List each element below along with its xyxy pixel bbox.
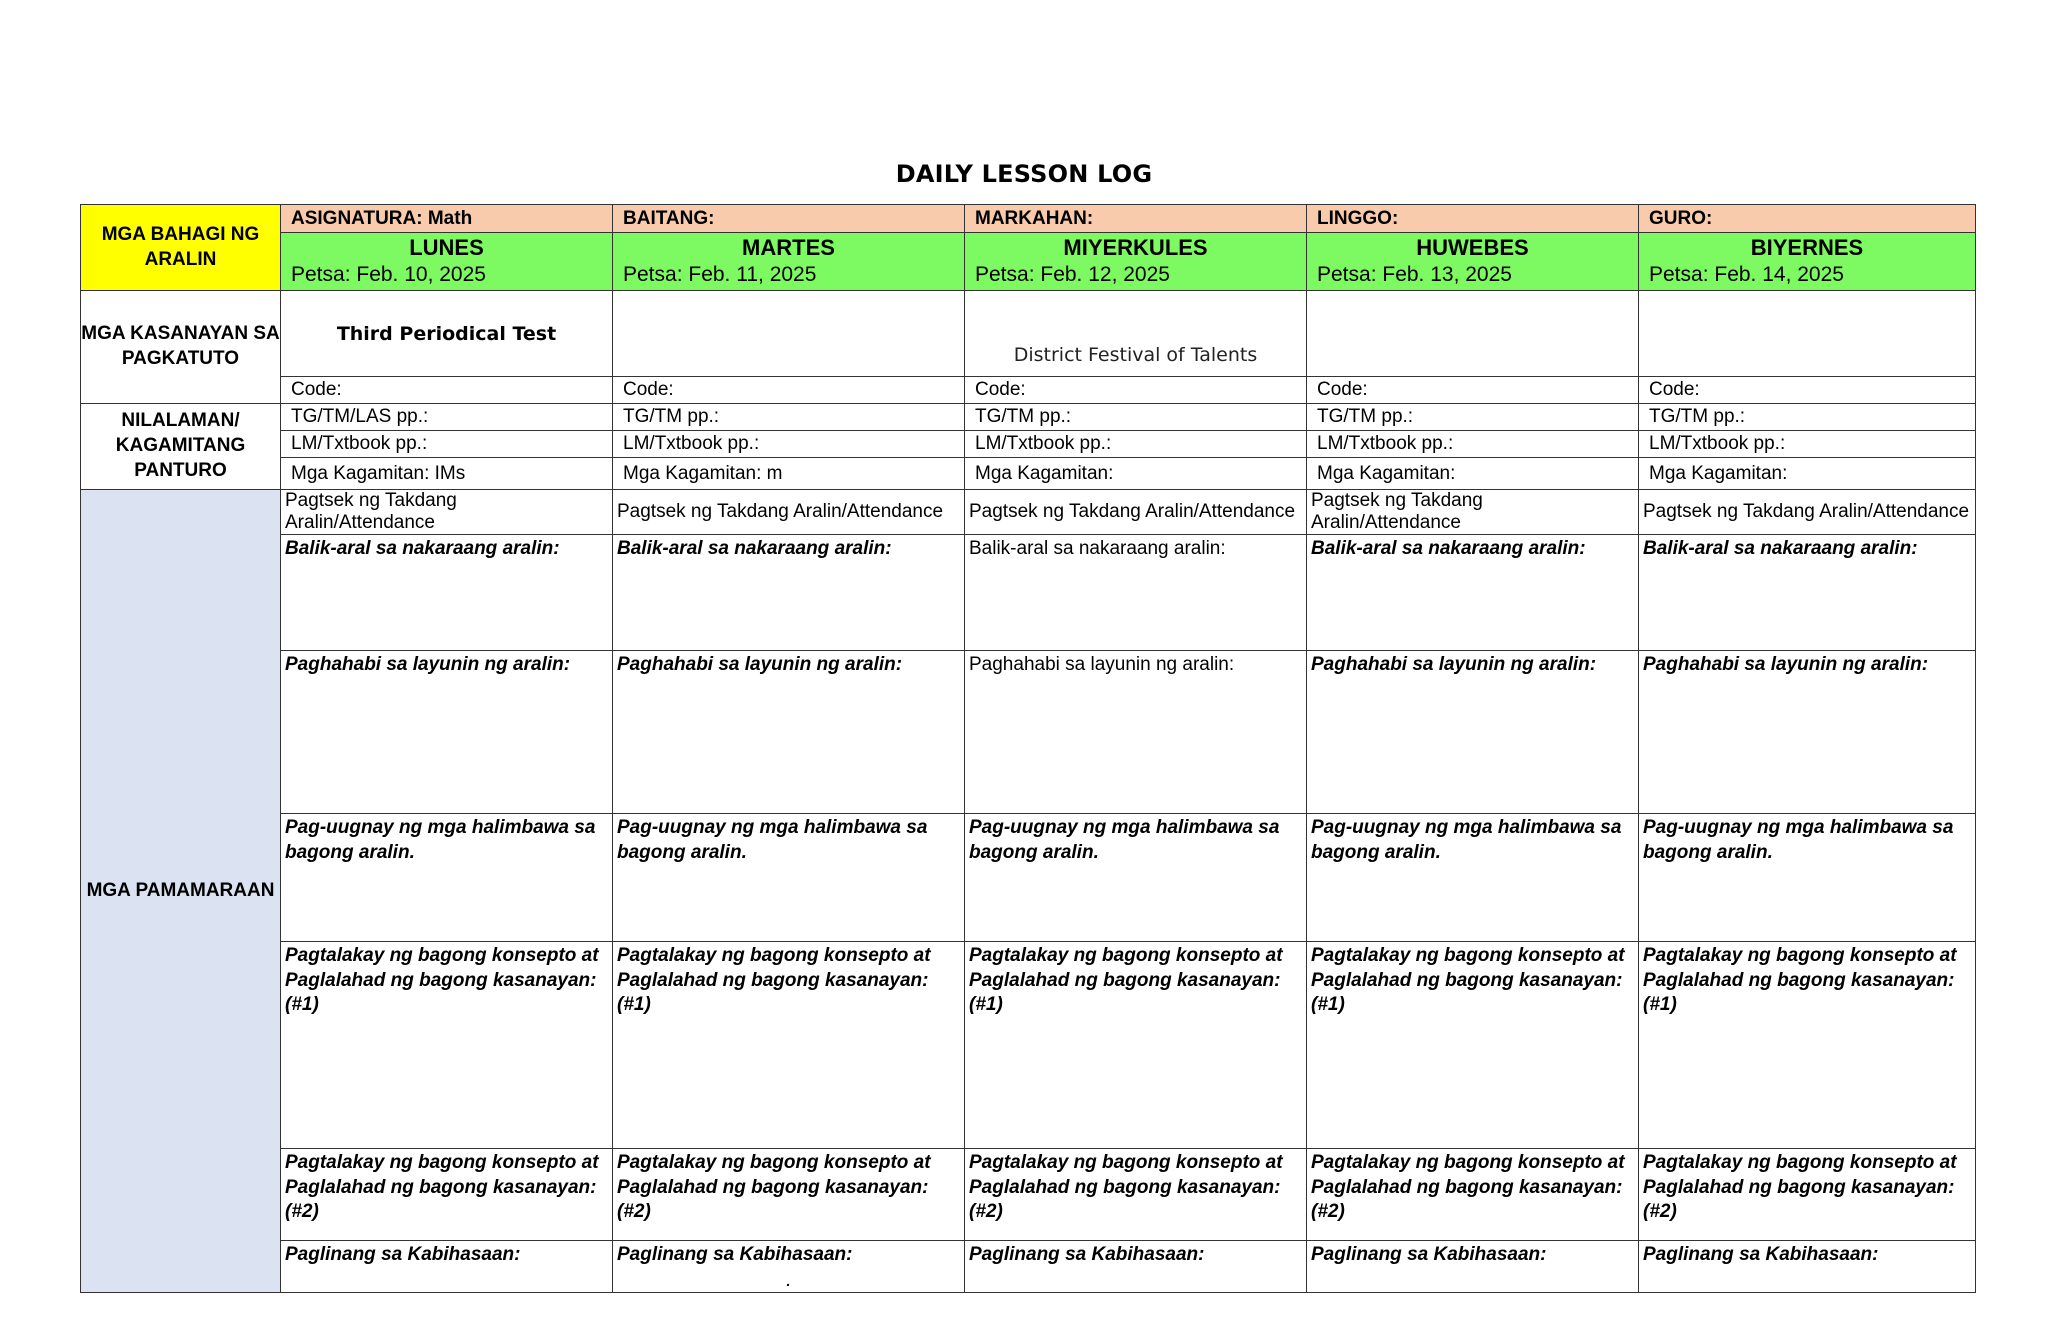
day-name: LUNES: [409, 235, 484, 260]
grade-cell: BAITANG:: [613, 205, 965, 233]
pagtalakay-2-cell: Pagtalakay ng bagong konsepto at Paglalahad ng bagong kasanayan: (#2): [281, 1149, 613, 1241]
day-header-biyernes: [1639, 233, 1976, 291]
quarter-cell: MARKAHAN:: [965, 205, 1307, 233]
kagamitan-cell: Mga Kagamitan:: [965, 458, 1307, 490]
kagamitan-cell: Mga Kagamitan: m: [613, 458, 965, 490]
document-title: DAILY LESSON LOG: [895, 160, 1153, 188]
day-date: Petsa: Feb. 10, 2025: [291, 263, 486, 286]
pagtsek-cell: Pagtsek ng Takdang Aralin/Attendance: [965, 490, 1307, 535]
objective-martes: [613, 291, 965, 377]
day-header-lunes: [281, 233, 613, 291]
lesson-log-table: [80, 204, 1976, 1293]
section-label-cell: [81, 205, 281, 291]
pagtalakay-1-cell: Pagtalakay ng bagong konsepto at Paglalahad ng bagong kasanayan: (#1): [1639, 942, 1976, 1149]
subject-cell: ASIGNATURA: Math: [281, 205, 613, 233]
objective-lunes: Third Periodical Test: [281, 291, 613, 377]
pagtalakay-1-cell: Pagtalakay ng bagong konsepto at Paglalahad ng bagong kasanayan: (#1): [281, 942, 613, 1149]
day-date: Petsa: Feb. 12, 2025: [975, 263, 1170, 286]
day-header-huwebes: [1307, 233, 1639, 291]
paguugnay-cell: Pag-uugnay ng mga halimbawa sa bagong aralin.: [613, 814, 965, 942]
pagtsek-cell: Pagtsek ng Takdang Aralin/Attendance: [1307, 490, 1639, 535]
day-name: MIYERKULES: [1063, 235, 1208, 260]
pamamaraan-label: MGA PAMAMARAAN: [81, 490, 281, 1293]
pagtalakay-2-cell: Pagtalakay ng bagong konsepto at Paglalahad ng bagong kasanayan: (#2): [613, 1149, 965, 1241]
balik-aral-cell: Balik-aral sa nakaraang aralin:: [281, 535, 613, 651]
kagamitan-cell: Mga Kagamitan:: [1307, 458, 1639, 490]
objective-biyernes: [1639, 291, 1976, 377]
day-header-miyerkules: [965, 233, 1307, 291]
code-cell: Code:: [1307, 377, 1639, 404]
tg-cell: TG/TM pp.:: [1639, 404, 1976, 431]
pagtsek-cell: Pagtsek ng Takdang Aralin/Attendance: [281, 490, 613, 535]
section-label: MGA BAHAGI NG ARALIN: [101, 223, 260, 270]
paghahabi-cell: Paghahabi sa layunin ng aralin:: [613, 651, 965, 814]
day-name: MARTES: [742, 235, 835, 260]
objective-huwebes: [1307, 291, 1639, 377]
paglinang-cell: Paglinang sa Kabihasaan:: [1639, 1241, 1976, 1293]
tg-cell: TG/TM pp.:: [965, 404, 1307, 431]
paglinang-cell: Paglinang sa Kabihasaan:: [1307, 1241, 1639, 1293]
lm-cell: LM/Txtbook pp.:: [965, 431, 1307, 458]
day-date: Petsa: Feb. 11, 2025: [623, 263, 817, 286]
lm-cell: LM/Txtbook pp.:: [1639, 431, 1976, 458]
tg-cell: TG/TM pp.:: [1307, 404, 1639, 431]
dot-mark: .: [786, 1272, 791, 1289]
nilalaman-label: NILALAMAN/ KAGAMITANG PANTURO: [81, 404, 281, 490]
code-cell: Code:: [281, 377, 613, 404]
pagtsek-cell: Pagtsek ng Takdang Aralin/Attendance: [613, 490, 965, 535]
paghahabi-cell: Paghahabi sa layunin ng aralin:: [965, 651, 1307, 814]
paguugnay-cell: Pag-uugnay ng mga halimbawa sa bagong aralin.: [965, 814, 1307, 942]
paguugnay-cell: Pag-uugnay ng mga halimbawa sa bagong aralin.: [1639, 814, 1976, 942]
pagtalakay-2-cell: Pagtalakay ng bagong konsepto at Paglalahad ng bagong kasanayan: (#2): [1307, 1149, 1639, 1241]
lm-cell: LM/Txtbook pp.:: [281, 431, 613, 458]
code-cell: Code:: [1639, 377, 1976, 404]
pagtalakay-1-cell: Pagtalakay ng bagong konsepto at Paglalahad ng bagong kasanayan: (#1): [965, 942, 1307, 1149]
balik-aral-cell: Balik-aral sa nakaraang aralin:: [965, 535, 1307, 651]
paglinang-text: Paglinang sa Kabihasaan:: [617, 1244, 853, 1265]
kagamitan-cell: Mga Kagamitan:: [1639, 458, 1976, 490]
day-header-martes: [613, 233, 965, 291]
teacher-cell: GURO:: [1639, 205, 1976, 233]
paguugnay-cell: Pag-uugnay ng mga halimbawa sa bagong aralin.: [1307, 814, 1639, 942]
tg-cell: TG/TM pp.:: [613, 404, 965, 431]
code-cell: Code:: [613, 377, 965, 404]
paghahabi-cell: Paghahabi sa layunin ng aralin:: [281, 651, 613, 814]
week-cell: LINGGO:: [1307, 205, 1639, 233]
balik-aral-cell: Balik-aral sa nakaraang aralin:: [1639, 535, 1976, 651]
balik-aral-cell: Balik-aral sa nakaraang aralin:: [613, 535, 965, 651]
day-name: BIYERNES: [1750, 235, 1864, 260]
tg-cell: TG/TM/LAS pp.:: [281, 404, 613, 431]
paglinang-cell-martes: [613, 1241, 965, 1293]
paguugnay-cell: Pag-uugnay ng mga halimbawa sa bagong aralin.: [281, 814, 613, 942]
paglinang-cell: Paglinang sa Kabihasaan:: [281, 1241, 613, 1293]
paghahabi-cell: Paghahabi sa layunin ng aralin:: [1639, 651, 1976, 814]
lm-cell: LM/Txtbook pp.:: [1307, 431, 1639, 458]
paghahabi-cell: Paghahabi sa layunin ng aralin:: [1307, 651, 1639, 814]
kagamitan-cell: Mga Kagamitan: IMs: [281, 458, 613, 490]
kasanayan-label: MGA KASANAYAN SA PAGKATUTO: [81, 291, 281, 404]
day-date: Petsa: Feb. 14, 2025: [1649, 263, 1844, 286]
lm-cell: LM/Txtbook pp.:: [613, 431, 965, 458]
pagtalakay-1-cell: Pagtalakay ng bagong konsepto at Paglalahad ng bagong kasanayan: (#1): [1307, 942, 1639, 1149]
objective-miyerkules: District Festival of Talents: [965, 291, 1307, 377]
pagtalakay-2-cell: Pagtalakay ng bagong konsepto at Paglalahad ng bagong kasanayan: (#2): [965, 1149, 1307, 1241]
day-name: HUWEBES: [1416, 235, 1529, 260]
day-date: Petsa: Feb. 13, 2025: [1317, 263, 1512, 286]
pagtalakay-2-cell: Pagtalakay ng bagong konsepto at Paglalahad ng bagong kasanayan: (#2): [1639, 1149, 1976, 1241]
balik-aral-cell: Balik-aral sa nakaraang aralin:: [1307, 535, 1639, 651]
pagtalakay-1-cell: Pagtalakay ng bagong konsepto at Paglalahad ng bagong kasanayan: (#1): [613, 942, 965, 1149]
pagtsek-cell: Pagtsek ng Takdang Aralin/Attendance: [1639, 490, 1976, 535]
paglinang-cell: Paglinang sa Kabihasaan:: [965, 1241, 1307, 1293]
code-cell: Code:: [965, 377, 1307, 404]
